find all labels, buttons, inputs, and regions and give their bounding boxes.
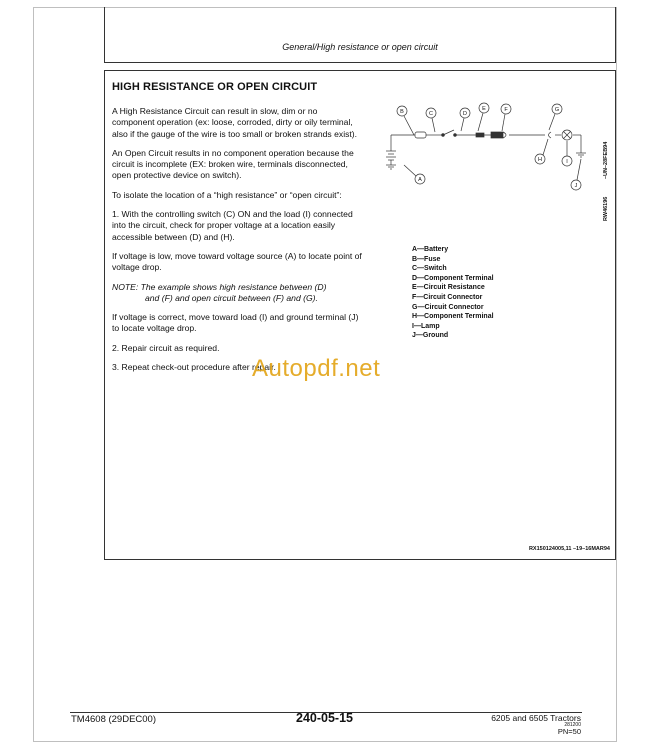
legend-item: B—Fuse [412, 255, 441, 263]
footer-right [491, 714, 581, 736]
manual-number: TM4608 (29DEC00) [71, 714, 157, 725]
legend-item: E—Circuit Resistance [412, 284, 485, 292]
step-2: 2. Repair circuit as required. [112, 342, 220, 353]
legend-item: G—Circuit Connector [412, 303, 484, 311]
legend-item: D—Component Terminal [412, 274, 494, 282]
model-name: 6205 and 6505 Tractors [491, 713, 581, 723]
label-e: E [482, 106, 486, 112]
label-a: A [418, 177, 422, 183]
figure-id: RW46196 [603, 196, 609, 221]
legend-item: H—Component Terminal [412, 313, 494, 321]
legend-item: A—Battery [412, 246, 449, 253]
paragraph-open-circuit: An Open Circuit results in no component operation because the circuit is incomplete (EX: broken wire, terminals disconnected, open protective device on switch). [112, 147, 354, 181]
label-i: I [566, 159, 568, 165]
label-g: G [554, 107, 560, 113]
watermark: Autopdf.net [252, 355, 381, 382]
paragraph-voltage-correct: If voltage is correct, move toward load (I) and ground terminal (J) to locate voltage drop. [112, 312, 359, 334]
legend [412, 245, 494, 341]
header-box [104, 7, 616, 63]
note [112, 282, 362, 305]
note-line-2: and (F) and open circuit between (F) and (G). [145, 292, 318, 303]
label-h: H [538, 157, 542, 163]
paragraph-isolate: To isolate the location of a “high resistance” or “open circuit”: [112, 189, 342, 200]
body-text [112, 106, 362, 381]
page-number: 240-05-15 [296, 711, 353, 725]
step-3: 3. Repeat check-out procedure after repair. [112, 362, 276, 373]
legend-item: F—Circuit Connector [412, 293, 483, 301]
step-1: 1. With the controlling switch (C) ON and the load (I) connected into the circuit, check for proper voltage at a location easily accessible between (D) and (H). [112, 209, 353, 242]
legend-item: J—Ground [412, 332, 449, 340]
circuit-diagram [385, 99, 615, 249]
label-f: F [504, 107, 508, 113]
label-c: C [429, 111, 433, 117]
footer-date: 281200 [564, 722, 581, 728]
reference-code: RX150124005,11 –19–16MAR94 [528, 546, 610, 552]
paragraph-high-resistance: A High Resistance Circuit can result in slow, dim or no component operation (ex: loose, corroded, dirty or oily terminal, also if the gauge of the wire is too small or broken strands exist). [112, 106, 358, 139]
figure-date-code: –UN–28FEB94 [603, 141, 609, 179]
label-j: J [574, 183, 578, 189]
note-line-1: NOTE: The example shows high resistance between (D) [112, 281, 327, 292]
paragraph-voltage-low: If voltage is low, move toward voltage source (A) to locate point of voltage drop. [112, 250, 362, 273]
page-heading: HIGH RESISTANCE OR OPEN CIRCUIT [112, 81, 318, 93]
label-d: D [463, 111, 467, 117]
legend-item: C—Switch [412, 265, 447, 273]
section-title: General/High resistance or open circuit [282, 42, 438, 52]
legend-item: I—Lamp [412, 322, 440, 330]
content-box [104, 70, 616, 560]
pn-number: PN=50 [557, 727, 581, 736]
label-b: B [400, 109, 404, 115]
